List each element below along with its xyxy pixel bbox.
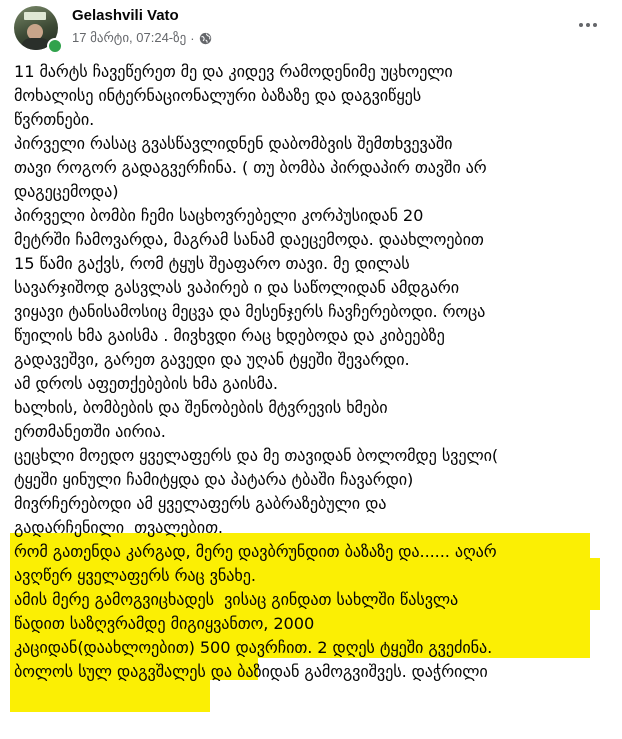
- post-header: [14, 6, 610, 52]
- post-line: პირველი რასაც გვასწავლიდნენ დაბომბვის შემთხვევაში: [14, 134, 453, 153]
- post-line: ტყეში ყინული ჩამიტყდა და პატარა ტბაში ჩავარდი): [14, 470, 414, 489]
- post-line: მეტრში ჩამოვარდა, მაგრამ სანამ დაეცემოდა. დაახლოებით: [14, 230, 484, 249]
- post-line: ამის მერე გამოგვიცხადეს ვისაც გინდათ სახლში წასვლა: [14, 590, 459, 609]
- post-line: ავღწერ ყველაფერს რაც ვნახე.: [14, 566, 256, 585]
- post-line: თავი როგორ გადაგვერჩინა. ( თუ ბომბა პირდაპირ თავში არ: [14, 158, 487, 177]
- online-status-icon: [47, 38, 63, 54]
- post-line: წვრთნები.: [14, 110, 95, 129]
- more-options-icon[interactable]: [574, 14, 602, 36]
- post-line: ცეცხლი მოედო ყველაფერს და მე თავიდან ბოლომდე სველი(: [14, 446, 499, 465]
- post-line: გადარჩენილი თვალებით.: [14, 518, 223, 537]
- author-name[interactable]: Gelashvili Vato: [72, 7, 179, 24]
- post-line: კაციდან(დაახლოებით) 500 დავრჩით. 2 დღეს ტყეში გვეძინა.: [14, 638, 493, 657]
- post-meta: [72, 30, 212, 46]
- post-line: წადით საზღვრამდე მიგიყვანთო, 2000: [14, 614, 315, 633]
- post-line: ხალხის, ბომბების და შენობების მტვრევის ხმები: [14, 398, 388, 417]
- post-line: ბოლოს სულ დაგვშალეს და ბაზიდან გამოგვიშვეს. დაჭრილი: [14, 662, 488, 681]
- post-line: 11 მარტს ჩავეწერეთ მე და კიდევ რამოდენიმე უცხოელი: [14, 62, 453, 81]
- avatar-sign: [24, 12, 46, 20]
- post-line: მივრჩერებოდი ამ ყველაფერს გაბრაზებული და: [14, 494, 387, 513]
- post-line: სავარჯიშოდ გასვლას ვაპირებ ი და საწოლიდან ამდგარი: [14, 278, 459, 297]
- post-line: ვიყავი ტანისამოსიც მეცვა და მესენჯერს ჩავჩერებოდი. როცა: [14, 302, 486, 321]
- post-line: ამ დროს აფეთქებების ხმა გაისმა.: [14, 374, 278, 393]
- post-line: მოხალისე ინტერნაციონალური ბაზაზე და დაგვიწყეს: [14, 86, 422, 105]
- post-timestamp[interactable]: 17 მარტი, 07:24-ზე: [72, 30, 187, 45]
- post-line: ერთმანეთში აირია.: [14, 422, 166, 441]
- post-line: პირველი ბომბი ჩემი საცხოვრებელი კორპუსიდან 20: [14, 206, 424, 225]
- post-line: დაგეცემოდა): [14, 182, 119, 201]
- meta-separator: ·: [190, 30, 195, 46]
- post-line: გადავეშვი, გარეთ გავედი და უღან ტყეში შევარდი.: [14, 350, 410, 369]
- post-line: 15 წამი გაქვს, რომ ტყუს შეაფარო თავი. მე დილას: [14, 254, 410, 273]
- post-line: წუილის ხმა გაისმა . მივხვდი რაც ხდებოდა და კიბეებზე: [14, 326, 445, 345]
- post-body: [14, 60, 614, 684]
- post-line: რომ გათენდა კარგად, მერე დავბრუნდით ბაზაზე და...... აღარ: [14, 542, 497, 561]
- globe-icon[interactable]: [199, 32, 212, 45]
